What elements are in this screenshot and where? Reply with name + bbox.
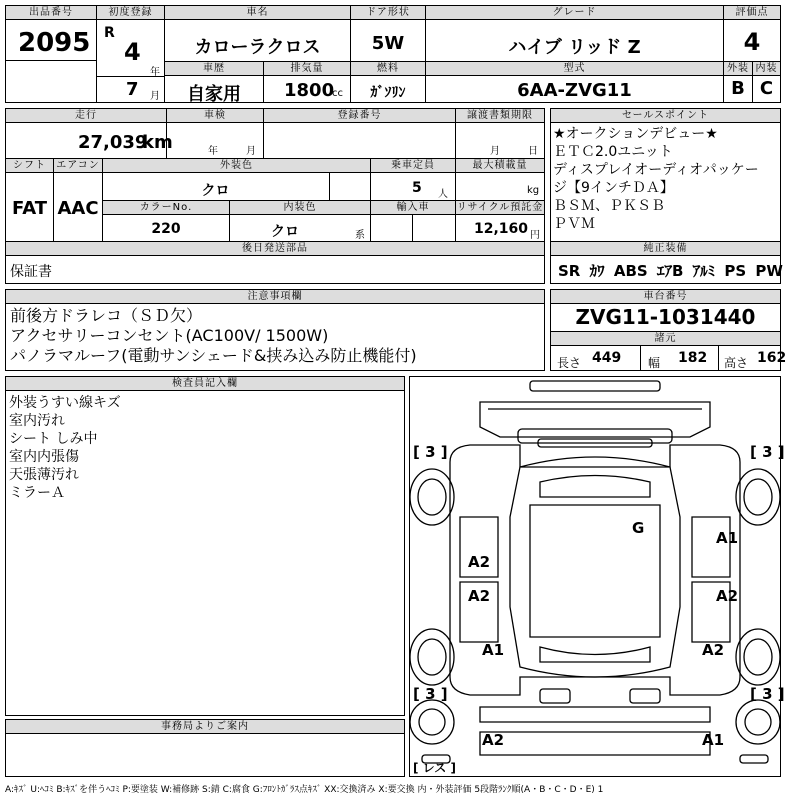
score-label: 評価点 bbox=[724, 6, 780, 20]
chassis-label: 車台番号 bbox=[551, 290, 780, 304]
fuel: ｶﾞｿﾘﾝ bbox=[370, 85, 406, 101]
shift: FAT bbox=[11, 198, 48, 219]
inspector-line: ミラーＡ bbox=[9, 485, 65, 501]
car-diagram-svg bbox=[410, 377, 785, 776]
inspector-label: 検査員記入欄 bbox=[6, 377, 404, 391]
sales-point-line: ＰＶＭ bbox=[553, 216, 595, 232]
transfer-day-unit: 日 bbox=[528, 146, 538, 157]
legend: A:ｷｽﾞ U:ﾍｺﾐ B:ｷｽﾞを伴うﾍｺﾐ P:要塗装 W:補修跡 S:錆 C:腐食 G:ﾌﾛﾝﾄｶﾞﾗｽ点ｷｽﾞ XX:交換済み X:要交換 内・外装評価 5段階ﾗﾝｸ順(A・B・C・D・E) 1 bbox=[5, 785, 604, 795]
mark-rl-corner: [ 3 ] bbox=[413, 685, 448, 703]
inspection-label: 車検 bbox=[167, 109, 263, 123]
recycle-fee: 12,160 bbox=[474, 221, 529, 237]
mark-a2-bottom-left: A2 bbox=[482, 731, 505, 749]
sales-point-line: ディスプレイオーディオパッケー bbox=[553, 162, 759, 178]
history: 自家用 bbox=[187, 84, 241, 105]
ac-label: エアコン bbox=[54, 159, 102, 173]
inspector-line: 外装うすい線キズ bbox=[9, 395, 121, 411]
transfer-label: 譲渡書類期限 bbox=[456, 109, 544, 123]
height-label: 高さ bbox=[724, 356, 749, 370]
displacement: 1800 bbox=[284, 80, 335, 101]
recycle-label: リサイクル預託金 bbox=[456, 202, 544, 213]
int-color: クロ bbox=[271, 224, 299, 240]
sales-point-line: ＥＴＣ2.0ユニット bbox=[553, 144, 673, 160]
reg-year: 4 bbox=[124, 38, 141, 66]
equipment-item: ABS bbox=[613, 262, 648, 280]
model-code: 6AA-ZVG11 bbox=[517, 80, 632, 101]
sales-point-list bbox=[553, 125, 759, 233]
exterior-label: 外装 bbox=[724, 62, 752, 76]
notes-list bbox=[10, 306, 417, 366]
capacity: 5 bbox=[412, 180, 422, 196]
office-label: 事務局よりご案内 bbox=[6, 720, 404, 734]
length-label: 長さ bbox=[557, 356, 582, 370]
int-color-suffix: 系 bbox=[355, 230, 365, 241]
mark-res: [ レス ] bbox=[413, 761, 456, 775]
color-no-label: カラーNo. bbox=[103, 201, 229, 215]
note-line: 前後方ドラレコ（ＳＤ欠） bbox=[10, 306, 203, 325]
sales-point-label: セールスポイント bbox=[551, 109, 780, 123]
inspector-line: シート しみ中 bbox=[9, 431, 98, 447]
later-parts-label: 後日発送部品 bbox=[6, 242, 544, 256]
first-reg-label: 初度登録 bbox=[97, 6, 164, 20]
sales-point-line: ★オークションデビュー★ bbox=[553, 126, 718, 142]
equipment-item: PS bbox=[724, 262, 747, 280]
inspector-line: 室内汚れ bbox=[9, 413, 65, 429]
model-label: 型式 bbox=[426, 62, 723, 76]
note-line: アクセサリーコンセント(AC100V/ 1500W) bbox=[10, 326, 329, 345]
ext-color-label: 外装色 bbox=[103, 159, 370, 173]
width-label: 幅 bbox=[648, 356, 661, 370]
shift-label: シフト bbox=[6, 159, 53, 173]
equipment-item: PW bbox=[755, 262, 783, 280]
sales-point-line: ＢＳＭ、ＰＫＳＢ bbox=[553, 198, 665, 214]
import-label: 輸入車 bbox=[371, 201, 455, 215]
transfer-month-unit: 月 bbox=[490, 146, 500, 157]
reg-month: 7 bbox=[126, 79, 139, 100]
yen-unit: 円 bbox=[530, 230, 540, 241]
later-parts: 保証書 bbox=[10, 264, 52, 280]
car-diagram bbox=[409, 376, 785, 777]
door-type: 5W bbox=[371, 33, 405, 54]
chassis-number: ZVG11-1031440 bbox=[575, 305, 756, 329]
grade: ハイブ リッド Z bbox=[508, 37, 641, 58]
mark-a2-right-rear: A2 bbox=[702, 641, 725, 659]
inspector-line: 天張薄汚れ bbox=[9, 467, 79, 483]
mark-a2-left-mid: A2 bbox=[468, 587, 491, 605]
door-label: ドア形状 bbox=[351, 6, 425, 20]
insp-year-unit: 年 bbox=[208, 146, 218, 157]
mark-rr-corner: [ 3 ] bbox=[750, 685, 785, 703]
score: 4 bbox=[743, 28, 761, 56]
cc-unit: cc bbox=[332, 88, 343, 99]
ac: AAC bbox=[57, 198, 99, 219]
load-unit: kg bbox=[527, 185, 540, 196]
lot-number: 2095 bbox=[18, 28, 91, 58]
equipment-label: 純正装備 bbox=[551, 242, 780, 256]
equipment-item: ｱﾙﾐ bbox=[692, 262, 716, 280]
mark-a1-right-front: A1 bbox=[716, 529, 739, 547]
car-name: カローラクロス bbox=[194, 37, 321, 58]
mileage: 27,039 bbox=[78, 132, 148, 153]
load-label: 最大積載量 bbox=[456, 159, 544, 173]
ext-color: クロ bbox=[201, 183, 230, 199]
lot-label: 出品番号 bbox=[6, 6, 96, 20]
width: 182 bbox=[678, 350, 708, 366]
equipment-item: SR bbox=[558, 262, 581, 280]
dims-label: 諸元 bbox=[551, 331, 780, 346]
fuel-label: 燃料 bbox=[351, 62, 425, 76]
equipment-item: ｶﾜ bbox=[589, 262, 605, 280]
mark-a1-bottom-right: A1 bbox=[702, 731, 725, 749]
reg-no-label: 登録番号 bbox=[264, 109, 455, 123]
mark-a1-left-rear: A1 bbox=[482, 641, 505, 659]
person-unit: 人 bbox=[438, 189, 448, 200]
mark-fr-corner: [ 3 ] bbox=[750, 443, 785, 461]
height: 162 bbox=[757, 350, 787, 366]
era: R bbox=[104, 25, 115, 41]
equipment-list bbox=[558, 260, 783, 281]
car-name-label: 車名 bbox=[165, 6, 350, 20]
mark-fl-corner: [ 3 ] bbox=[413, 443, 448, 461]
equipment-item: ｴｱB bbox=[656, 262, 684, 280]
mark-a2-right-mid: A2 bbox=[716, 587, 739, 605]
year-unit: 年 bbox=[150, 67, 160, 78]
month-unit: 月 bbox=[150, 91, 160, 102]
mark-roof: G bbox=[632, 519, 645, 537]
exterior-grade: B bbox=[731, 78, 745, 99]
notes-label: 注意事項欄 bbox=[6, 290, 544, 304]
displacement-label: 排気量 bbox=[264, 62, 350, 76]
inspector-list bbox=[9, 394, 121, 502]
interior-label: 内装 bbox=[753, 62, 780, 76]
int-color-label: 内装色 bbox=[230, 201, 370, 215]
sales-point-line: ジ【9インチＤＡ】 bbox=[553, 180, 674, 196]
note-line: パノラマルーフ(電動サンシェード&挟み込み防止機能付) bbox=[10, 346, 417, 365]
insp-month-unit: 月 bbox=[246, 146, 256, 157]
interior-grade: C bbox=[759, 78, 774, 99]
inspector-line: 室内内張傷 bbox=[9, 449, 79, 465]
length: 449 bbox=[592, 350, 622, 366]
capacity-label: 乗車定員 bbox=[371, 159, 455, 173]
color-no: 220 bbox=[151, 221, 181, 237]
mark-a2-left-front: A2 bbox=[468, 553, 491, 571]
history-label: 車歴 bbox=[165, 62, 263, 76]
grade-label: グレード bbox=[426, 6, 723, 20]
km-unit: km bbox=[142, 132, 173, 153]
mileage-label: 走行 bbox=[6, 109, 166, 123]
